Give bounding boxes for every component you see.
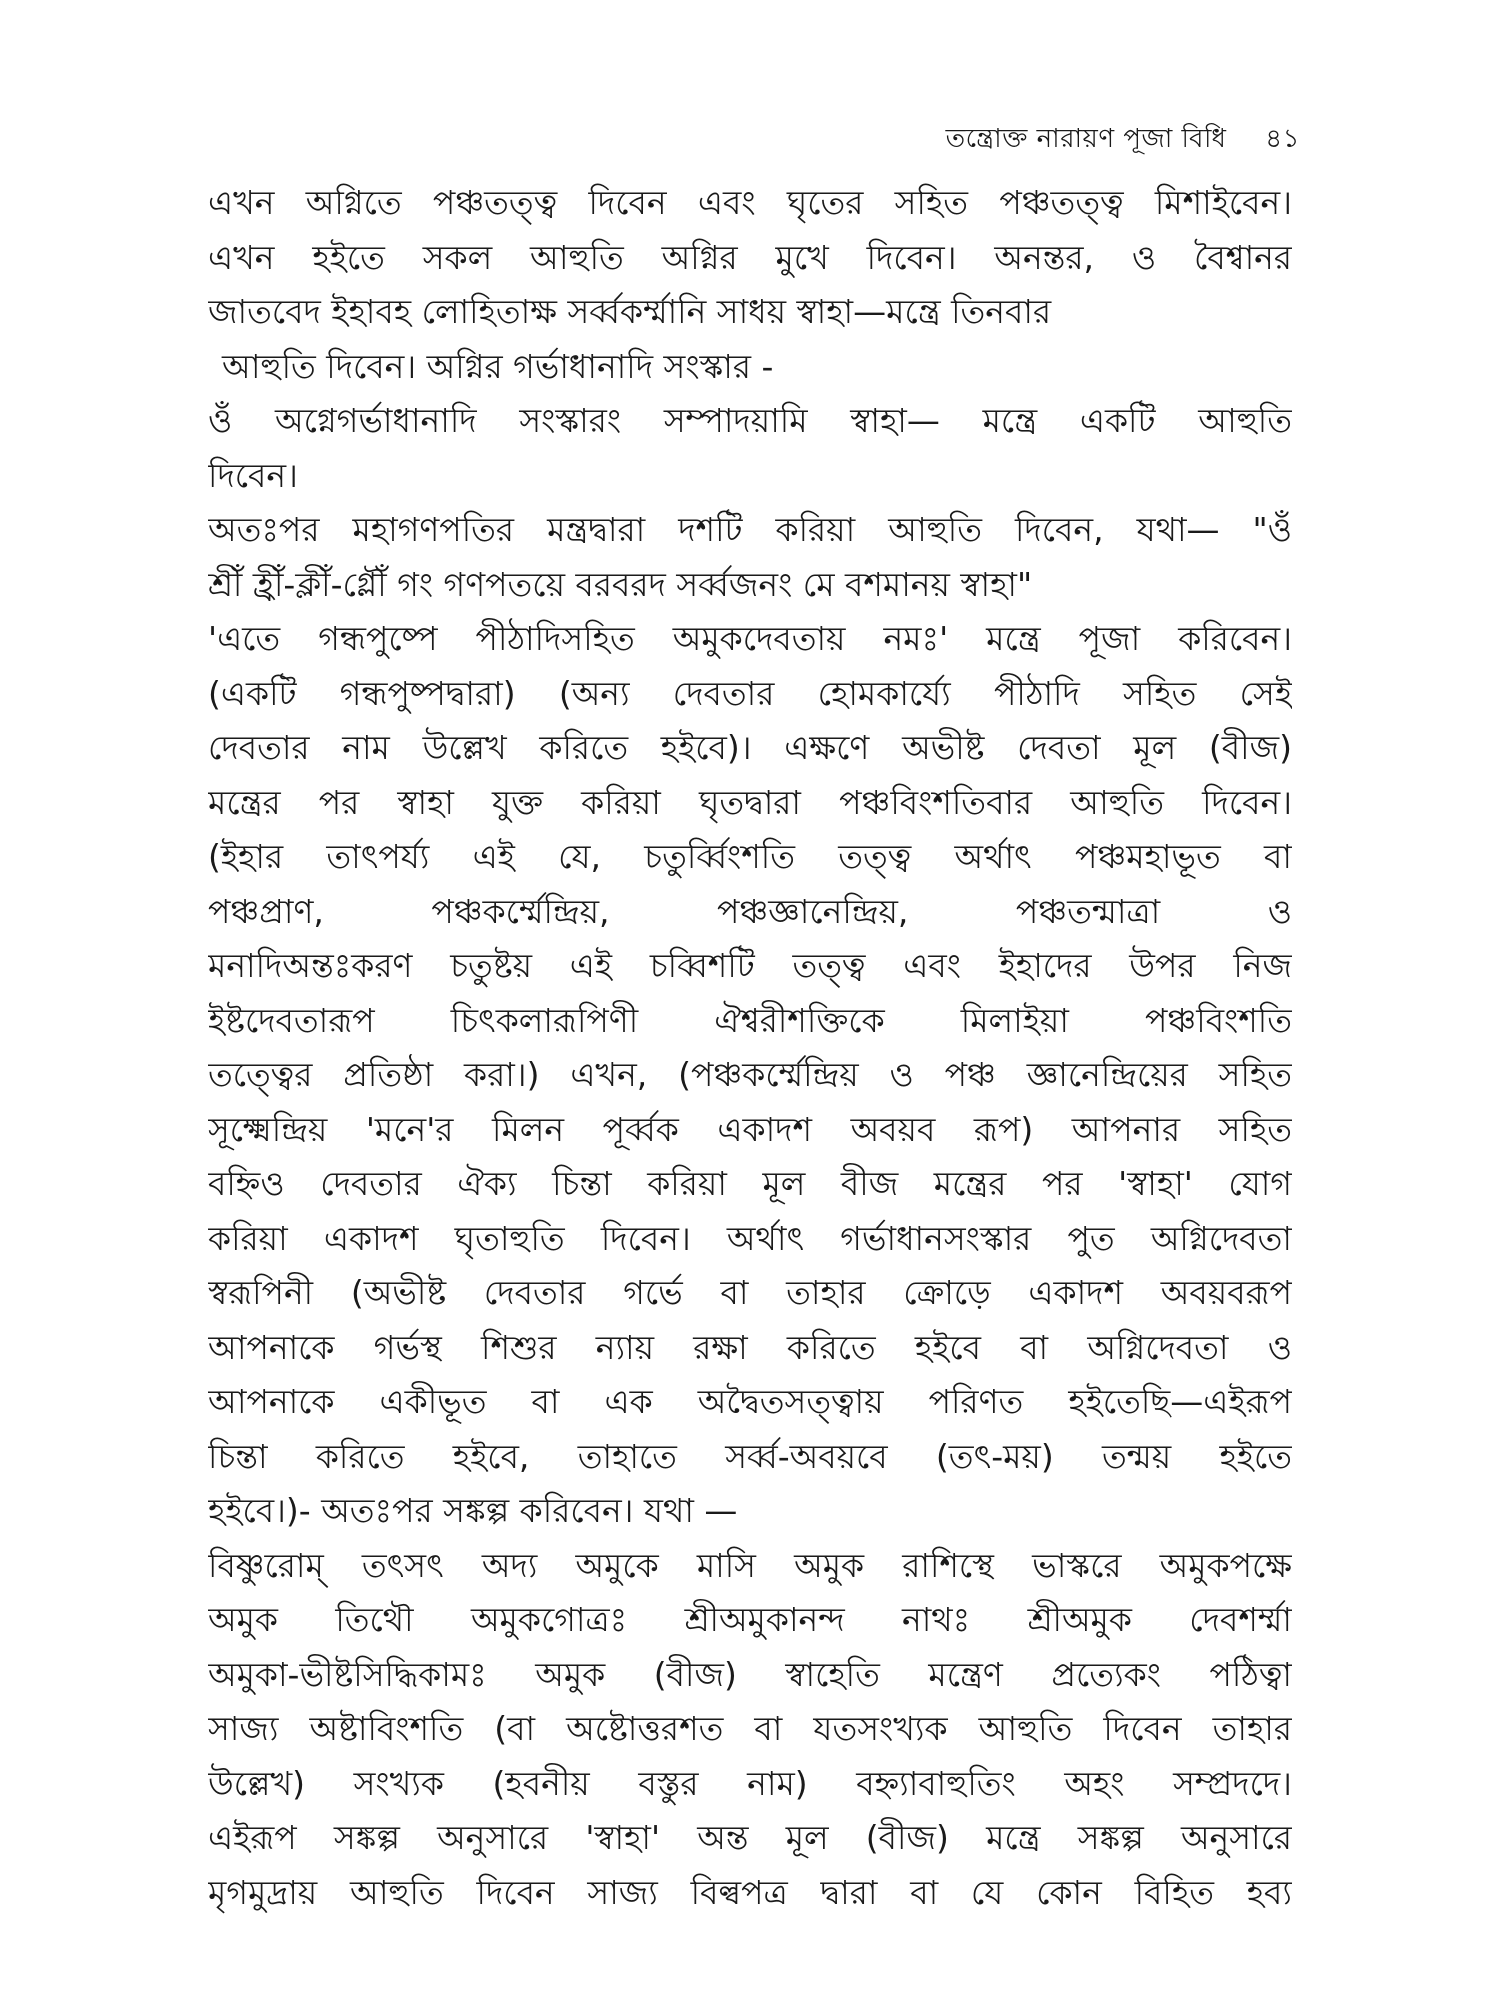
text-line: জাতবেদ ইহাবহ লোহিতাক্ষ সর্ব্বকর্ম্মানি সাধয় স্বাহা—মন্ত্রে তিনবার <box>208 292 1052 331</box>
text-line: বহ্নিও দেবতার ঐক্য চিন্তা করিয়া মূল বীজ মন্ত্রের পর 'স্বাহা' যোগ <box>208 1164 1292 1203</box>
text-line: স্বরূপিনী (অভীষ্ট দেবতার গর্ভে বা তাহার ক্রোড়ে একাদশ অবয়বরূপ <box>208 1273 1292 1312</box>
text-line: ইষ্টদেবতারূপ চিৎকলারূপিণী ঐশ্বরীশক্তিকে মিলাইয়া পঞ্চবিংশতি <box>208 1000 1292 1040</box>
text-line: দেবতার নাম উল্লেখ করিতে হইবে)। এক্ষণে অভীষ্ট দেবতা মূল (বীজ) <box>208 728 1292 767</box>
text-line: দিবেন। <box>208 455 298 495</box>
chapter-title: তন্ত্রোক্ত নারায়ণ পূজা বিধি <box>945 124 1227 154</box>
text-line: বিষ্ণুরোম্ তৎসৎ অদ্য অমুকে মাসি অমুক রাশিস্থে ভাস্করে অমুকপক্ষে <box>208 1545 1292 1585</box>
text-line: 'এতে গন্ধপুষ্পে পীঠাদিসহিত অমুকদেবতায় নমঃ' মন্ত্রে পূজা করিবেন। <box>208 619 1292 658</box>
text-line: অমুকা-ভীষ্টসিদ্ধিকামঃ অমুক (বীজ) স্বাহেতি মন্ত্রেণ প্রত্যেকং পঠিত্বা <box>208 1654 1292 1694</box>
running-header <box>946 118 1300 162</box>
text-line: মন্ত্রের পর স্বাহা যুক্ত করিয়া ঘৃতদ্বারা পঞ্চবিংশতিবার আহুতি দিবেন। <box>208 782 1292 822</box>
text-line: করিয়া একাদশ ঘৃতাহুতি দিবেন। অর্থাৎ গর্ভাধানসংস্কার পুত অগ্নিদেবতা <box>208 1218 1292 1258</box>
text-line: পঞ্চপ্রাণ, পঞ্চকর্ম্মেন্দ্রিয়, পঞ্চজ্ঞানেন্দ্রিয়, পঞ্চতন্মাত্রা ও <box>208 891 1292 931</box>
text-line: আপনাকে গর্ভস্থ শিশুর ন্যায় রক্ষা করিতে হইবে বা অগ্নিদেবতা ও <box>208 1327 1292 1367</box>
text-line: হইবে।)- অতঃপর সঙ্কল্প করিবেন। যথা — <box>208 1491 738 1530</box>
text-line: চিন্তা করিতে হইবে, তাহাতে সর্ব্ব-অবয়বে (তৎ-ময়) তন্ময় হইতে <box>208 1436 1292 1476</box>
text-line: সূক্ষ্মেন্দ্রিয় 'মনে'র মিলন পূর্ব্বক একাদশ অবয়ব রূপ) আপনার সহিত <box>208 1109 1292 1149</box>
text-line: আপনাকে একীভূত বা এক অদ্বৈতসত্ত্বায় পরিণত হইতেছি—এইরূপ <box>208 1382 1292 1421</box>
text-line: এখন অগ্নিতে পঞ্চতত্ত্ব দিবেন এবং ঘৃতের সহিত পঞ্চতত্ত্ব মিশাইবেন। <box>208 183 1292 222</box>
text-line: অমুক তিথৌ অমুকগোত্রঃ শ্রীঅমুকানন্দ নাথঃ শ্রীঅমুক দেবশর্ম্মা <box>208 1600 1292 1639</box>
text-line: (একটি গন্ধপুষ্পদ্বারা) (অন্য দেবতার হোমকার্য্যে পীঠাদি সহিত সেই <box>208 673 1292 713</box>
text-line: (ইহার তাৎপর্য্য এই যে, চতুর্ব্বিংশতি তত্ত্ব অর্থাৎ পঞ্চমহাভূত বা <box>208 837 1292 876</box>
body-text <box>208 176 1292 1920</box>
text-line: ওঁ অগ্নেগর্ভাধানাদি সংস্কারং সম্পাদয়ামি স্বাহা— মন্ত্রে একটি আহুতি <box>208 401 1292 440</box>
text-line: সাজ্য অষ্টাবিংশতি (বা অষ্টোত্তরশত বা যতসংখ্যক আহুতি দিবেন তাহার <box>208 1709 1292 1748</box>
text-line: এখন হইতে সকল আহুতি অগ্নির মুখে দিবেন। অনন্তর, ও বৈশ্বানর <box>208 237 1292 277</box>
text-line: মৃগমুদ্রায় আহুতি দিবেন সাজ্য বিল্বপত্র দ্বারা বা যে কোন বিহিত হব্য <box>208 1872 1292 1912</box>
text-line: তত্ত্বের প্রতিষ্ঠা করা।) এখন, (পঞ্চকর্ম্মেন্দ্রিয় ও পঞ্চ জ্ঞানেন্দ্রিয়ের সহিত <box>208 1055 1292 1094</box>
text-line: অতঃপর মহাগণপতির মন্ত্রদ্বারা দশটি করিয়া আহুতি দিবেন, যথা— "ওঁ <box>208 510 1292 549</box>
text-line: শ্রীঁ হ্রীঁ-ক্লীঁ-গ্লৌঁ গং গণপতয়ে বরবরদ সর্ব্বজনং মে বশমানয় স্বাহা" <box>208 564 1033 604</box>
text-line: উল্লেখ) সংখ্যক (হবনীয় বস্তুর নাম) বহ্ন্যাবাহুতিং অহং সম্প্রদদে। <box>208 1763 1292 1803</box>
text-line: মনাদিঅন্তঃকরণ চতুষ্টয় এই চব্বিশটি তত্ত্ব এবং ইহাদের উপর নিজ <box>208 946 1292 985</box>
text-line: এইরূপ সঙ্কল্প অনুসারে 'স্বাহা' অন্ত মূল (বীজ) মন্ত্রে সঙ্কল্প অনুসারে <box>208 1818 1292 1857</box>
page-number: ৪১ <box>1265 124 1300 154</box>
text-line: আহুতি দিবেন। অগ্নির গর্ভাধানাদি সংস্কার - <box>222 346 774 386</box>
